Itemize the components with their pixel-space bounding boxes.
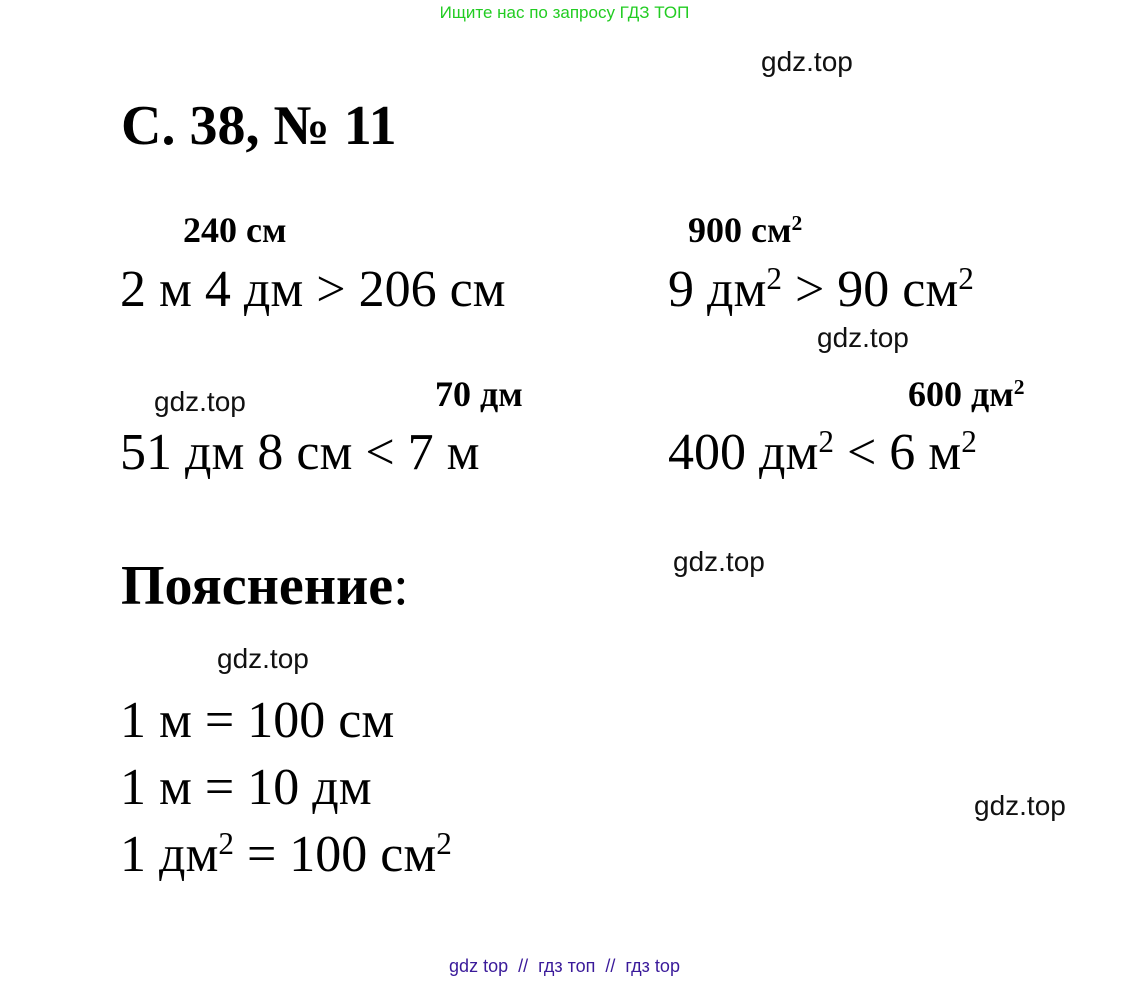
comparison-expression: 400 $дм^2 < 6$ $м^2$	[668, 423, 977, 481]
conversion-hint: 240 см	[183, 210, 287, 250]
footer-watermark: gdz top // гдз топ // гдз top	[449, 956, 680, 976]
comparison-expression: 51 дм 8 см < 7 м	[120, 424, 480, 481]
conversion-hint: 900 $см^2$	[688, 210, 803, 250]
page-title: С. 38, № 11	[121, 95, 397, 157]
top-banner: Ищите нас по запросу ГДЗ ТОП	[439, 3, 690, 22]
watermark: gdz.top	[217, 643, 309, 674]
watermark: gdz.top	[974, 790, 1066, 821]
watermark: gdz.top	[154, 386, 246, 417]
conversion-rule: 1 м = 100 см	[120, 692, 395, 749]
conversion-hint: 600 $дм^2$	[908, 374, 1025, 414]
comparison-expression: 2 м 4 дм > 206 см	[120, 261, 506, 318]
explanation-heading: Пояснение:	[121, 555, 409, 617]
watermark: gdz.top	[761, 46, 853, 77]
comparison-expression: 9 $дм^2 > 90$ $см^2$	[668, 260, 974, 318]
watermark: gdz.top	[673, 546, 765, 577]
watermark: gdz.top	[817, 322, 909, 353]
conversion-hint: 70 дм	[435, 374, 523, 414]
conversion-rule: 1 $дм^2 = 100$ $см^2$	[120, 825, 452, 883]
conversion-rule: 1 м = 10 дм	[120, 759, 372, 816]
